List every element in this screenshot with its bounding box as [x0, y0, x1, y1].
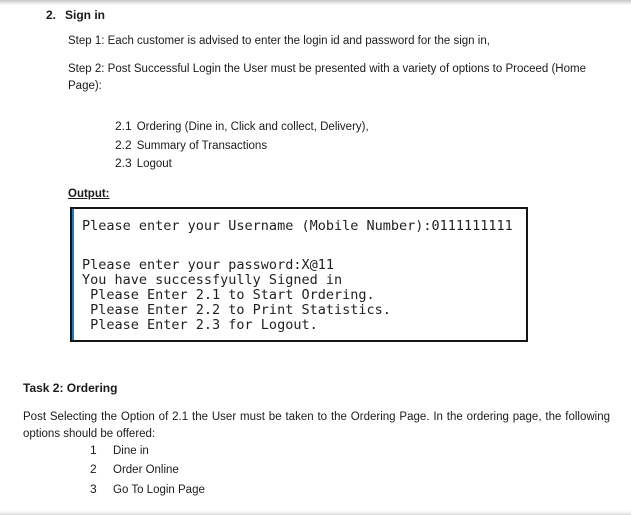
list-item — [90, 462, 205, 481]
list-item-number: 2.2 — [115, 137, 132, 152]
section-number: 2. — [46, 8, 57, 22]
list-item-label: Dine in — [113, 445, 149, 457]
section-heading — [46, 8, 105, 22]
task2-intro-paragraph: Post Selecting the Option of 2.1 the User must be taken to the Ordering Page. In the ordering page, the following options should be offered: — [23, 411, 610, 440]
sign-in-options-list — [115, 119, 369, 175]
list-item-number: 2.1 — [115, 119, 132, 133]
console-line: You have successfyully Signed in — [82, 272, 343, 287]
console-line: Please Enter 2.1 to Start Ordering. — [82, 287, 375, 302]
output-label: Output: — [68, 188, 110, 200]
console-line: Please Enter 2.3 for Logout. — [82, 317, 318, 332]
console-output-box — [70, 207, 528, 342]
list-item-label: Summary of Transactions — [136, 139, 268, 152]
ordering-options-list — [90, 443, 205, 501]
list-item-number: 3 — [90, 481, 97, 496]
step1-paragraph: Step 1: Each customer is advised to enter the login id and password for the sign in, — [68, 35, 490, 47]
screenshot-top-edge — [0, 0, 631, 5]
list-item-number: 1 — [90, 443, 97, 457]
list-item — [90, 443, 205, 462]
list-item-number: 2 — [90, 462, 97, 477]
screenshot-bottom-edge — [0, 511, 631, 515]
console-line: Please enter your Username (Mobile Number):0111111111 — [82, 218, 513, 233]
console-line: Please Enter 2.2 to Print Statistics. — [82, 302, 391, 317]
task2-title: Task 2: Ordering — [23, 381, 118, 395]
console-line — [82, 233, 522, 257]
list-item-label: Go To Login Page — [113, 483, 205, 496]
list-item — [115, 156, 369, 175]
console-line: Please enter your password:X@11 — [82, 257, 334, 272]
list-item-label: Ordering (Dine in, Click and collect, Delivery), — [136, 121, 369, 133]
list-item — [115, 119, 369, 138]
section-title: Sign in — [65, 8, 106, 22]
list-item — [115, 138, 369, 157]
list-item-label: Logout — [136, 158, 172, 170]
list-item — [90, 482, 205, 501]
step2-paragraph: Step 2: Post Successful Login the User must be presented with a variety of options to Proceed (Home Page): — [68, 63, 586, 92]
list-item-number: 2.3 — [115, 156, 132, 170]
list-item-label: Order Online — [113, 464, 179, 477]
